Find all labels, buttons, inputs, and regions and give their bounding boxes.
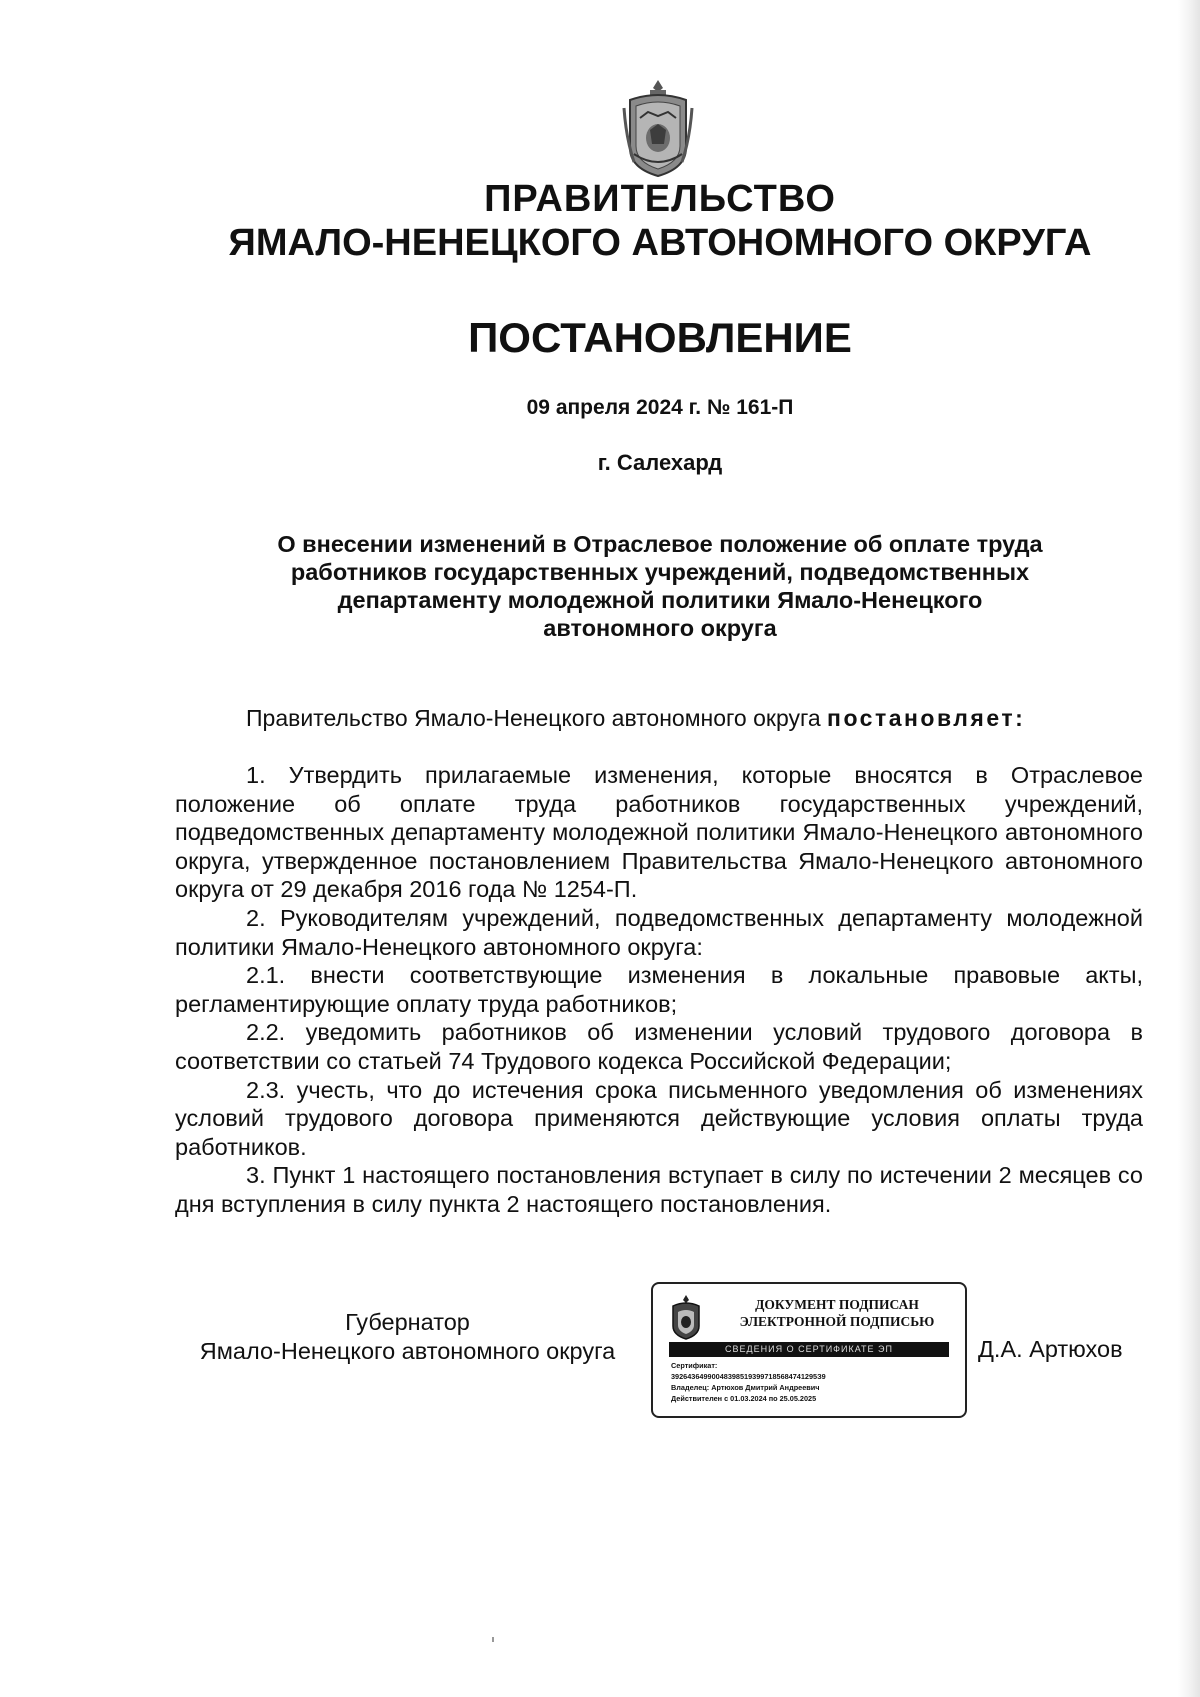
signatory-title: Губернатор	[345, 1309, 470, 1335]
certificate-owner: Владелец: Артюхов Дмитрий Андреевич	[671, 1383, 820, 1392]
coat-of-arms-icon	[620, 78, 696, 178]
stamp-title-line: ДОКУМЕНТ ПОДПИСАН	[755, 1297, 919, 1312]
document-type: ПОСТАНОВЛЕНИЕ	[468, 314, 852, 361]
scan-artifact	[492, 1637, 494, 1642]
certificate-label: Сертификат:	[671, 1361, 718, 1370]
title-line: О внесении изменений в Отраслевое положение об оплате труда	[277, 531, 1043, 557]
paragraph-3: 3. Пункт 1 настоящего постановления вступает в силу по истечении 2 месяцев со дня вступления в силу пункта 2 настоящего постановления.	[175, 1162, 1143, 1217]
paragraph-2: 2. Руководителям учреждений, подведомственных департаменту молодежной политики Ямало-Ненецкого автономного округа:	[175, 904, 1143, 960]
document-date-number: 09 апреля 2024 г. № 161-П	[526, 396, 794, 419]
paragraph-1: 1. Утвердить прилагаемые изменения, которые вносятся в Отраслевое положение об оплате труда работников государственных учреждений, подведомственных департаменту молодежной политики Ямало-Ненецкого автономного округа, утвержденное постановлением Правительства Ямало-Ненецкого автономного округа от 29 декабря 2016 года № 1254-П.	[175, 762, 1143, 903]
document-city: г. Салехард	[597, 450, 723, 475]
signatory-name: Д.А. Артюхов	[978, 1336, 1123, 1362]
stamp-certificate-bar: СВЕДЕНИЯ О СЕРТИФИКАТЕ ЭП	[669, 1342, 949, 1357]
stamp-details	[671, 1360, 957, 1404]
stamp-title-line: ЭЛЕКТРОННОЙ ПОДПИСЬЮ	[739, 1314, 935, 1329]
title-line: работников государственных учреждений, подведомственных	[290, 559, 1030, 585]
certificate-validity: Действителен с 01.03.2024 по 25.05.2025	[671, 1394, 817, 1403]
signatory-position	[175, 1308, 640, 1365]
preamble-text: Правительство Ямало-Ненецкого автономного округа	[246, 705, 828, 731]
paragraph-2-3: 2.3. учесть, что до истечения срока письменного уведомления об изменениях условий трудового договора применяются действующие условия оплаты труда работников.	[175, 1076, 1143, 1160]
paragraph-2-1: 2.1. внести соответствующие изменения в локальные правовые акты, регламентирующие оплату труда работников;	[175, 962, 1143, 1017]
signatory-region: Ямало-Ненецкого автономного округа	[199, 1337, 616, 1364]
government-title: ПРАВИТЕЛЬСТВО	[484, 178, 836, 220]
document-body	[175, 761, 1143, 1219]
paragraph-2-2: 2.2. уведомить работников об изменении условий трудового договора в соответствии со статьей 74 Трудового кодекса Российской Федерации;	[175, 1019, 1143, 1074]
government-region: ЯМАЛО-НЕНЕЦКОГО АВТОНОМНОГО ОКРУГА	[228, 222, 1092, 264]
stamp-title	[717, 1296, 957, 1330]
title-line: автономного округа	[543, 615, 777, 641]
stamp-emblem-icon	[669, 1294, 703, 1340]
document-title	[200, 530, 1120, 642]
e-signature-stamp	[651, 1282, 967, 1418]
preamble	[246, 705, 1025, 732]
certificate-number: 392643649900483985193997185684741295З9	[671, 1372, 826, 1381]
title-line: департаменту молодежной политики Ямало-Ненецкого	[337, 587, 983, 613]
preamble-keyword: постановляет:	[827, 705, 1026, 731]
